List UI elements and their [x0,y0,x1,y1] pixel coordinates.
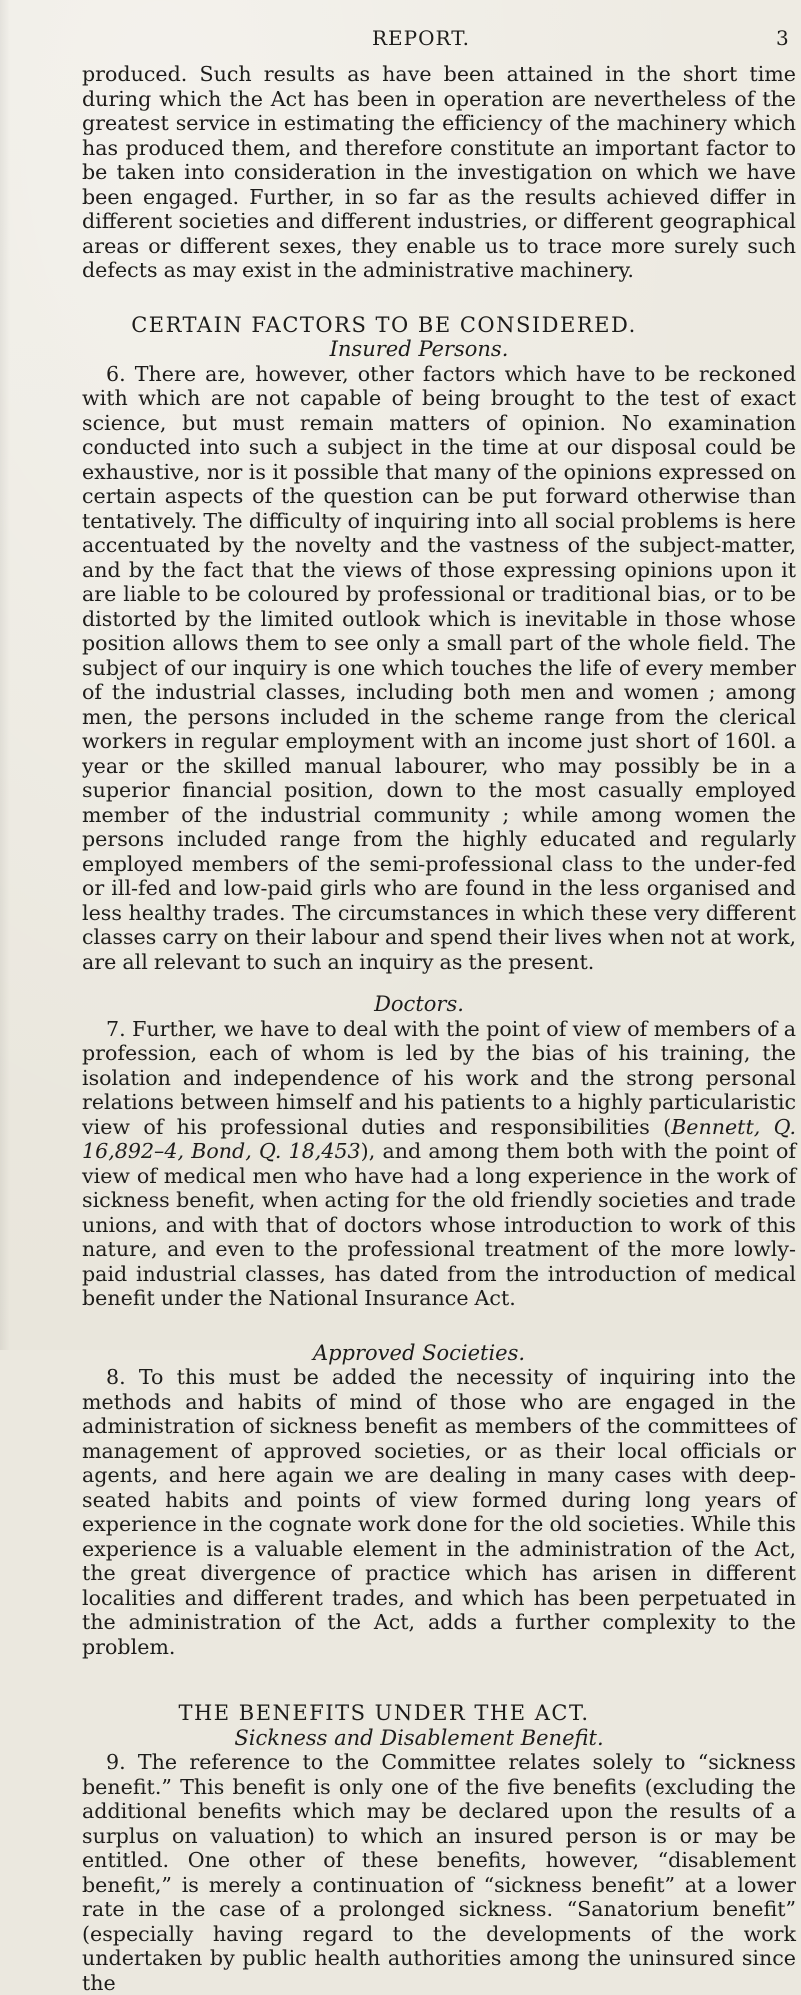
page-header [0,26,801,54]
subheading-approved-societies: Approved Societies. [312,1340,526,1365]
paragraph-7-text-b: ), and among them both with the point of view of medical men who have had a long experience in the work of sickness benefit, when acting for the old friendly societies and trade unions, and with that of doctors whose introduction to work of this nature, and even to the professional treatment of the more lowly-paid industrial classes, has dated from the introduction of medical benefit under the National Insurance Act. [82,1139,796,1310]
paragraph-7 [82,1017,796,1311]
paragraph-9: 9. The reference to the Committee relates solely to “sickness benefit.” This benefit is only one of the five benefits (excluding the additional benefits which may be declared upon the results of a surplus on valuation) to which an insured person is or may be entitled. One other of these benefits, however, “disablement benefit,” is merely a continuation of “sickness benefit” at a lower rate in the case of a prolonged sickness. “Sanatorium benefit” (especially having regard to the developments of the work undertaken by public health authorities among the uninsured since the [82,1750,796,1995]
paragraph-7-text-a: 7. Further, we have to deal with the point of view of members of a profession, each of whom is led by the bias of his training, the isolation and independence of his work and the strong personal relations between himself and his patients to a highly particularistic view of his professional duties and responsibilities ( [82,1016,796,1139]
page-number: 3 [776,26,790,50]
paragraph-6: 6. There are, however, other factors which have to be reckoned with which are not capable of being brought to the test of exact science, but must remain matters of opinion. No examination conducted into such a subject in the time at our disposal could be exhaustive, nor is it possible that many of the opinions expressed on certain aspects of the question can be put forward otherwise than tentatively. The difficulty of inquiring into all social problems is here accentuated by the novelty and the vastness of the subject-matter, and by the fact that the views of those expressing opinions upon it are liable to be coloured by professional or traditional bias, or to be distorted by the limited outlook which is inevitable in those whose position allows them to see only a small part of the whole field. The subject of our inquiry is one which touches the life of every member of the industrial classes, including both men and women ; among men, the persons included in the scheme range from the clerical workers in regular employment with an income just short of 160l. a year or the skilled manual labourer, who may possibly be in a superior financial position, down to the most casually employed member of the industrial community ; while among women the persons included range from the highly educated and regularly employed members of the semi-professional class to the under-fed or ill-fed and low-paid girls who are found in the less organised and less healthy trades. The circumstances in which these very different classes carry on their labour and spend their lives when not at work, are all relevant to such an inquiry as the present. [82,361,796,974]
subheading-doctors: Doctors. [374,992,464,1016]
subheading-insured-persons: Insured Persons. [329,337,509,361]
subheading-sickness-benefit: Sickness and Disablement Benefit. [234,1725,604,1750]
section-heading-certain-factors: CERTAIN FACTORS TO BE CONSIDERED. [131,312,637,337]
body-text [82,62,796,1995]
section-heading-benefits: THE BENEFITS UNDER THE ACT. [178,1701,590,1725]
paragraph-7-citation: Bennett, Q. 16,892–4, Bond, Q. 18,453 [82,1114,796,1163]
running-title: REPORT. [372,26,470,50]
page-shadow-edge [0,0,10,1350]
paragraph-continuation: produced. Such results as have been attained in the short time during which the Act has been in operation are nevertheless of the greatest service in estimating the efficiency of the machinery which has produced them, and therefore constitute an important factor to be taken into consideration in the investigation on which we have been engaged. Further, in so far as the results achieved differ in different societies and different industries, or different geographical areas or different sexes, they enable us to trace more surely such defects as may exist in the administrative machinery. [82,62,796,282]
paragraph-8: 8. To this must be added the necessity of inquiring into the methods and habits of mind of those who are engaged in the administration of sickness benefit as members of the committees of management of approved societies, or as their local officials or agents, and here again we are dealing in many cases with deep-seated habits and points of view formed during long years of experience in the cognate work done for the old societies. While this experience is a valuable element in the administration of the Act, the great divergence of practice which has arisen in different localities and different trades, and which has been perpetuated in the administration of the Act, adds a further complexity to the problem. [82,1365,796,1659]
